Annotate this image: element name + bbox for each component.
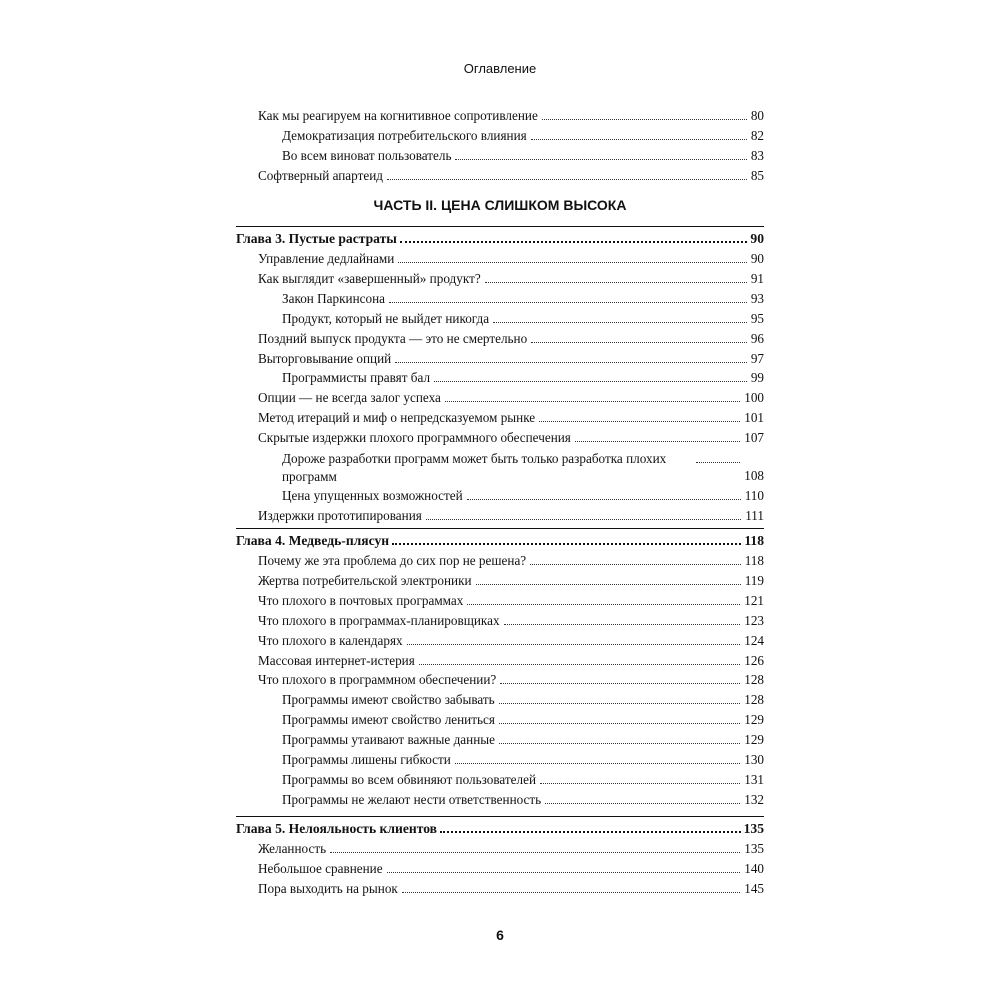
- toc-entry[interactable]: [236, 249, 764, 269]
- dot-leader: [485, 270, 747, 283]
- toc-entry-page: 140: [744, 860, 764, 876]
- toc-entry-title: Программисты правят бал: [282, 370, 431, 386]
- part-title: ЧАСТЬ II. ЦЕНА СЛИШКОМ ВЫСОКА: [373, 197, 627, 213]
- toc-entry-page: 111: [745, 507, 764, 523]
- toc-entry-page: 82: [750, 127, 764, 143]
- dot-leader: [455, 751, 740, 764]
- toc-entry-page: 119: [744, 572, 764, 588]
- dot-leader: [440, 819, 741, 833]
- toc-entry-title: Что плохого в календарях: [258, 632, 403, 648]
- toc-entry-title: Поздний выпуск продукта — это не смертельно: [258, 330, 528, 346]
- toc-entry-title: Программы имеют свойство лениться: [282, 712, 495, 728]
- toc-entry-page: 129: [744, 712, 764, 728]
- chapter-block: [236, 816, 764, 899]
- toc-entry[interactable]: [236, 106, 764, 126]
- toc-entry[interactable]: [236, 428, 764, 448]
- toc-entry-title: Программы утаивают важные данные: [282, 732, 495, 748]
- toc-entry[interactable]: [236, 839, 764, 859]
- toc-entry-page: 132: [744, 791, 764, 807]
- toc-entry-title: Управление дедлайнами: [258, 251, 395, 266]
- dot-leader: [531, 330, 747, 343]
- toc-entry[interactable]: [236, 166, 764, 186]
- toc-entry[interactable]: [236, 289, 764, 309]
- toc-entry-title: Демократизация потребительского влияния: [282, 127, 527, 143]
- dot-leader: [387, 167, 747, 180]
- chapter-title: Глава 4. Медведь-плясун: [236, 533, 390, 548]
- toc-entry[interactable]: [236, 349, 764, 369]
- toc-entry-title: Что плохого в программах-планировщиках: [258, 612, 500, 628]
- dot-leader: [389, 290, 747, 303]
- toc-entry-title: Что плохого в почтовых программах: [258, 592, 464, 608]
- running-head: Оглавление: [463, 61, 537, 76]
- dot-leader: [398, 250, 746, 263]
- toc-entry[interactable]: [236, 551, 764, 571]
- toc-entry-title: Опции — не всегда залог успеха: [258, 390, 441, 406]
- toc-entry[interactable]: [236, 450, 764, 486]
- toc-entry[interactable]: [236, 690, 764, 710]
- toc-entry[interactable]: [236, 770, 764, 790]
- toc-entry-title: Программы лишены гибкости: [282, 752, 451, 768]
- chapter-heading[interactable]: [236, 226, 764, 249]
- dot-leader: [542, 107, 747, 120]
- toc-continuation: [236, 106, 764, 186]
- toc-entry[interactable]: [236, 388, 764, 408]
- dot-leader: [476, 572, 741, 585]
- toc-entry-title: Метод итераций и миф о непредсказуемом рынке: [258, 410, 536, 426]
- toc-entry-page: 108: [744, 468, 764, 484]
- toc-entry-page: 145: [744, 880, 764, 896]
- chapter-page: 135: [743, 821, 764, 836]
- toc-entry-page: 124: [744, 632, 764, 648]
- toc-entry-title: Что плохого в программном обеспечении?: [258, 672, 497, 688]
- toc-entry[interactable]: [236, 368, 764, 388]
- dot-leader: [400, 229, 747, 243]
- toc-entry-title: Скрытые издержки плохого программного обеспечения: [258, 430, 571, 446]
- dot-leader: [402, 880, 740, 893]
- toc-entry-title: Как выглядит «завершенный» продукт?: [258, 270, 481, 286]
- toc-entry[interactable]: [236, 710, 764, 730]
- toc-entry-title: Как мы реагируем на когнитивное сопротивление: [258, 108, 538, 123]
- chapter-heading[interactable]: [236, 816, 764, 839]
- toc-entry-page: 135: [744, 841, 764, 856]
- chapter-page: 90: [750, 231, 764, 246]
- dot-leader: [395, 350, 747, 363]
- toc-entry-title: Пора выходить на рынок: [258, 880, 398, 896]
- toc-entry[interactable]: [236, 730, 764, 750]
- toc-entry[interactable]: [236, 506, 764, 526]
- toc-entry-title: Цена упущенных возможностей: [282, 488, 463, 504]
- toc-entry-title: Продукт, который не выйдет никогда: [282, 310, 490, 326]
- toc-entry-page: 118: [744, 553, 764, 568]
- dot-leader: [493, 310, 747, 323]
- toc-entry[interactable]: [236, 790, 764, 810]
- dot-leader: [392, 531, 741, 545]
- chapter-title: Глава 5. Нелояльность клиентов: [236, 821, 437, 836]
- dot-leader: [434, 369, 747, 382]
- toc-entry-page: 123: [744, 612, 764, 628]
- toc-entry-page: 110: [744, 488, 764, 504]
- toc-entry-title: Программы не желают нести ответственность: [282, 791, 542, 807]
- toc-entry[interactable]: [236, 750, 764, 770]
- toc-entry-page: 130: [744, 752, 764, 768]
- toc-entry[interactable]: [236, 859, 764, 879]
- toc-entry-title: Во всем виноват пользователь: [282, 147, 452, 163]
- toc-entry[interactable]: [236, 611, 764, 631]
- dot-leader: [426, 507, 741, 520]
- page-number: 6: [496, 927, 504, 943]
- toc-entry[interactable]: [236, 408, 764, 428]
- dot-leader: [504, 612, 741, 625]
- dot-leader: [330, 840, 740, 853]
- toc-entry[interactable]: [236, 146, 764, 166]
- toc-entry-title: Дороже разработки программ может быть только разработка плохих программ: [282, 451, 667, 485]
- toc-entry[interactable]: [236, 126, 764, 146]
- dot-leader: [500, 671, 740, 684]
- toc-entry[interactable]: [236, 591, 764, 611]
- toc-entry-page: 83: [750, 147, 764, 163]
- toc-entry[interactable]: [236, 651, 764, 671]
- toc-entry-page: 131: [744, 771, 764, 787]
- toc-entry-title: Программы во всем обвиняют пользователей: [282, 771, 537, 787]
- toc-entry-title: Издержки прототипирования: [258, 507, 422, 523]
- toc-entry-page: 100: [744, 390, 764, 406]
- toc-entry-title: Жертва потребительской электроники: [258, 572, 472, 588]
- toc-entry-page: 128: [744, 672, 764, 688]
- dot-leader: [467, 592, 740, 605]
- toc-entry-title: Массовая интернет-истерия: [258, 652, 415, 668]
- toc-entry-title: Софтверный апартеид: [258, 167, 383, 183]
- dot-leader: [467, 487, 741, 500]
- chapter-block: [236, 528, 764, 810]
- toc-entry-page: 97: [750, 350, 764, 366]
- toc-entry[interactable]: [236, 631, 764, 651]
- toc-entry-title: Программы имеют свойство забывать: [282, 692, 495, 708]
- toc-entry[interactable]: [236, 269, 764, 289]
- chapter-page: 118: [744, 533, 764, 548]
- toc-entry-page: 126: [744, 652, 764, 668]
- toc-entry-page: 128: [744, 692, 764, 708]
- dot-leader: [455, 147, 746, 160]
- toc-entry-title: Желанность: [258, 841, 327, 856]
- toc-entry-page: 101: [744, 410, 764, 426]
- toc-entry-page: 129: [744, 732, 764, 748]
- toc-entry-page: 96: [750, 330, 764, 346]
- toc-entry-page: 99: [750, 370, 764, 386]
- chapter-title: Глава 3. Пустые растраты: [236, 231, 397, 246]
- toc-entry-page: 80: [750, 108, 764, 123]
- toc-entry-page: 90: [750, 251, 764, 266]
- dot-leader: [545, 791, 740, 804]
- dot-leader: [407, 632, 741, 645]
- toc-entry[interactable]: [236, 486, 764, 506]
- toc-entry[interactable]: [236, 670, 764, 690]
- toc-entry-page: 93: [750, 290, 764, 306]
- dot-leader: [445, 389, 740, 402]
- toc-entry-title: Выторговывание опций: [258, 350, 392, 366]
- toc-entry[interactable]: [236, 309, 764, 329]
- toc-entry[interactable]: [236, 329, 764, 349]
- dot-leader: [499, 711, 740, 724]
- toc-entry-page: 107: [744, 430, 764, 446]
- toc-entry-title: Закон Паркинсона: [282, 290, 385, 306]
- dot-leader: [387, 860, 741, 873]
- dot-leader: [419, 652, 740, 665]
- dot-leader: [531, 127, 747, 140]
- dot-leader: [540, 771, 740, 784]
- toc-entry-title: Почему же эта проблема до сих пор не решена?: [258, 553, 527, 568]
- dot-leader: [530, 552, 741, 565]
- toc-entry[interactable]: [236, 571, 764, 591]
- dot-leader: [696, 450, 740, 463]
- toc-entry-page: 95: [750, 310, 764, 326]
- toc-entry-title: Небольшое сравнение: [258, 860, 383, 876]
- toc-entry-page: 85: [750, 167, 764, 183]
- toc-entry-page: 121: [744, 592, 764, 608]
- dot-leader: [575, 429, 740, 442]
- dot-leader: [499, 731, 740, 744]
- chapter-heading[interactable]: [236, 528, 764, 551]
- toc-entry[interactable]: [236, 879, 764, 899]
- dot-leader: [539, 409, 740, 422]
- chapter-block: [236, 226, 764, 526]
- dot-leader: [499, 691, 741, 704]
- toc-entry-page: 91: [750, 270, 764, 286]
